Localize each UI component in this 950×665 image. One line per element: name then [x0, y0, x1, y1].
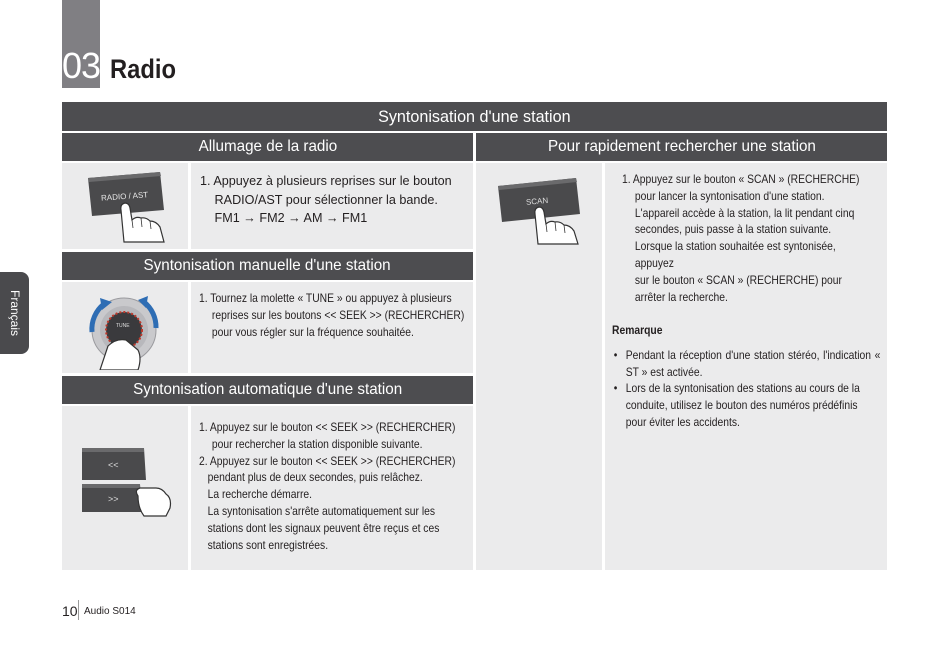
main-heading: Syntonisation d'une station	[62, 102, 887, 131]
tune-knob-illustration	[86, 288, 166, 370]
radio-ast-button-illustration	[84, 170, 184, 244]
scan-button-label: SCAN	[525, 195, 549, 207]
scan-instructions: 1. Appuyez sur le bouton « SCAN » (RECHERCHE) pour lancer la syntonisation d'une station. L'appareil accède à la station, la lit pendant cinq secondes, puis passe à la station suivante. Lorsque la station souhaitée est syntonisée, appuyez sur le bouton « SCAN » (RECHERCHE) pour arrêter la recherche.	[622, 172, 860, 304]
scan-button-illustration	[496, 176, 592, 246]
seek-forward-label: >>	[108, 494, 119, 504]
seek-back-label: <<	[108, 460, 119, 470]
chapter-number: 03	[62, 45, 101, 86]
page-title: Radio	[110, 54, 177, 84]
section-heading-auto: Syntonisation automatique d'une station	[62, 376, 473, 404]
footer-label: Audio S014	[84, 606, 136, 617]
footer-divider	[78, 600, 79, 620]
seek-buttons-illustration	[80, 444, 176, 520]
section-heading-scan: Pour rapidement rechercher une station	[476, 133, 887, 161]
radio-ast-button-label: RADIO / AST	[100, 190, 149, 203]
manual-instructions: 1. Tournez la molette « TUNE » ou appuyez à plusieurs reprises sur les boutons << SEEK >> (RECHERCHER) pour vous régler sur la fréquence souhaitée.	[199, 291, 465, 339]
section-heading-power-on: Allumage de la radio	[62, 133, 473, 161]
tune-knob-label: TUNE	[116, 323, 130, 329]
power-on-instructions: 1. Appuyez à plusieurs reprises sur le bouton RADIO/AST pour sélectionner la bande. FM1 → FM2 → AM → FM1	[200, 173, 452, 225]
auto-instructions: 1. Appuyez sur le bouton << SEEK >> (RECHERCHER) pour rechercher la station disponible suivante. 2. Appuyez sur le bouton << SEEK >> (RECHERCHER) pendant plus de deux secondes, puis relâchez. La recherche démarre. La syntonisation s'arrête automatiquement sur les stations dont les signaux peuvent être reçus et ces stations sont enregistrées.	[199, 420, 456, 552]
scan-remarks	[612, 322, 880, 431]
page-number: 10	[62, 603, 78, 619]
remark-item: • Pendant la réception d'une station stéréo, l'indication « ST » est activée.	[612, 347, 880, 381]
language-tab	[0, 272, 29, 354]
section-heading-manual: Syntonisation manuelle d'une station	[62, 252, 473, 280]
remark-item: • Lors de la syntonisation des stations au cours de la conduite, utilisez le bouton des numéros prédéfinis pour éviter les accidents.	[612, 380, 880, 430]
remark-title: Remarque	[612, 323, 663, 337]
language-tab-label: Français	[7, 289, 22, 337]
